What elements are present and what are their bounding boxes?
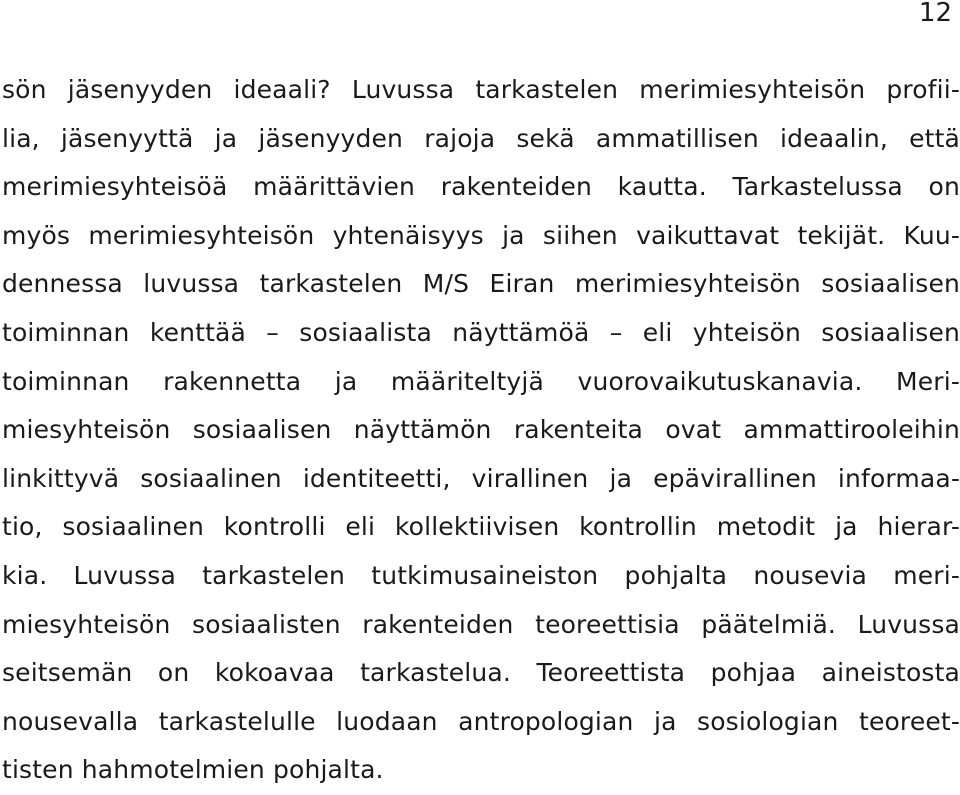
text-line: nousevalla tarkastelulle luodaan antropologian ja sosiologian teoreet- <box>2 706 960 736</box>
text-line: tisten hahmotelmien pohjalta. <box>2 755 384 785</box>
text-line: dennessa luvussa tarkastelen M/S Eiran merimiesyhteisön sosiaalisen <box>2 269 960 299</box>
text-line: sön jäsenyyden ideaali? Luvussa tarkastelen merimiesyhteisön profii- <box>2 75 960 104</box>
body-paragraph <box>2 66 960 795</box>
text-line: miesyhteisön sosiaalisten rakenteiden teoreettisia päätelmiä. Luvussa <box>2 609 960 639</box>
text-line: lia, jäsenyyttä ja jäsenyyden rajoja sekä ammatillisen ideaalin, että <box>2 123 960 153</box>
text-line: kia. Luvussa tarkastelen tutkimusaineiston pohjalta nousevia meri- <box>2 560 960 590</box>
text-line: seitsemän on kokoavaa tarkastelua. Teoreettista pohjaa aineistosta <box>2 658 960 688</box>
page-number: 12 <box>918 0 952 28</box>
text-line: linkittyvä sosiaalinen identiteetti, virallinen ja epävirallinen informaa- <box>2 463 960 493</box>
text-line: toiminnan kenttää – sosiaalista näyttämöä – eli yhteisön sosiaalisen <box>2 317 960 347</box>
text-line: myös merimiesyhteisön yhtenäisyys ja siihen vaikuttavat tekijät. Kuu- <box>2 220 960 250</box>
text-line: toiminnan rakennetta ja määriteltyjä vuorovaikutuskanavia. Meri- <box>2 366 960 396</box>
text-line: merimiesyhteisöä määrittävien rakenteiden kautta. Tarkastelussa on <box>2 172 960 202</box>
text-line: miesyhteisön sosiaalisen näyttämön rakenteita ovat ammattirooleihin <box>2 415 960 445</box>
text-line: tio, sosiaalinen kontrolli eli kollektiivisen kontrollin metodit ja hierar- <box>2 512 960 542</box>
